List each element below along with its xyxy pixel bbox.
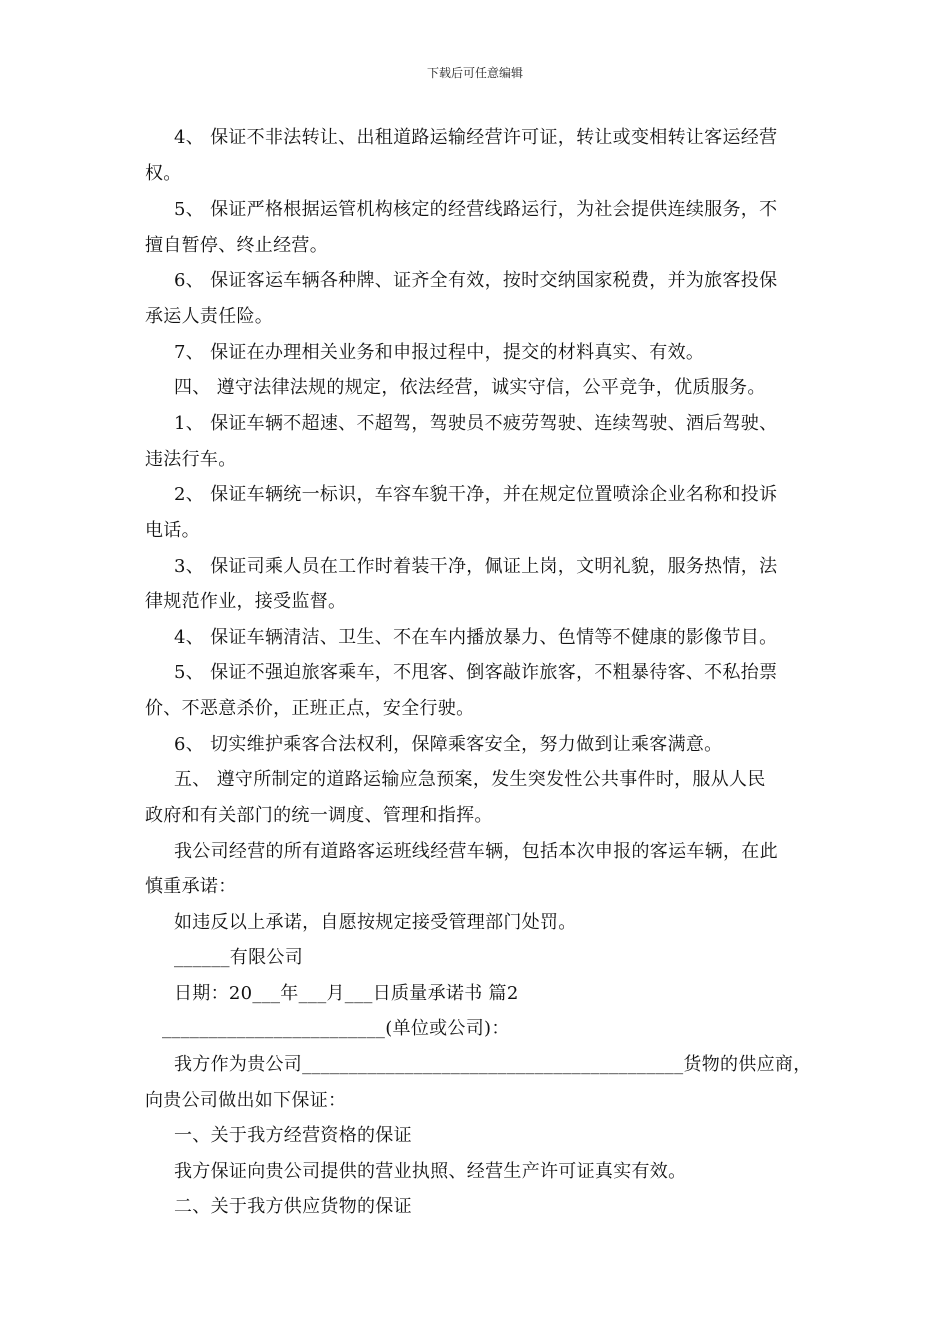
section-heading: 一、关于我方经营资格的保证 <box>174 1125 412 1146</box>
paragraph-line: 电话。 <box>145 520 200 541</box>
paragraph-line: 向贵公司做出如下保证： <box>145 1090 347 1111</box>
addressee-line: ________________________(单位或公司)： <box>162 1018 510 1039</box>
company-signature-line: ______有限公司 <box>174 947 303 968</box>
paragraph-line: 1、 保证车辆不超速、不超驾，驾驶员不疲劳驾驶、连续驾驶、酒后驾驶、 <box>174 413 778 434</box>
paragraph-line: 6、 切实维护乘客合法权利，保障乘客安全，努力做到让乘客满意。 <box>174 734 723 755</box>
paragraph-line: 价、不恶意杀价，正班正点，安全行驶。 <box>145 698 475 719</box>
paragraph-line: 5、 保证不强迫旅客乘车，不甩客、倒客敲诈旅客，不粗暴待客、不私抬票 <box>174 662 778 683</box>
paragraph-line: 我方保证向贵公司提供的营业执照、经营生产许可证真实有效。 <box>174 1161 687 1182</box>
paragraph-line: 3、 保证司乘人员在工作时着装干净，佩证上岗，文明礼貌，服务热情，法 <box>174 556 778 577</box>
paragraph-line: 律规范作业，接受监督。 <box>145 591 347 612</box>
paragraph-line: 违法行车。 <box>145 449 237 470</box>
paragraph-line: 承运人责任险。 <box>145 306 274 327</box>
paragraph-line: 权。 <box>145 163 182 184</box>
paragraph-line: 我方作为贵公司_________________________________________货物的供应商， <box>174 1054 812 1075</box>
date-title-line: 日期：20___年___月___日质量承诺书 篇2 <box>174 983 519 1004</box>
paragraph-line: 五、 遵守所制定的道路运输应急预案，发生突发性公共事件时，服从人民 <box>174 769 766 790</box>
paragraph-line: 我公司经营的所有道路客运班线经营车辆，包括本次申报的客运车辆，在此 <box>174 841 778 862</box>
page-header-note: 下载后可任意编辑 <box>426 66 523 80</box>
paragraph-line: 四、 遵守法律法规的规定，依法经营，诚实守信，公平竞争，优质服务。 <box>174 377 766 398</box>
paragraph-line: 4、 保证不非法转让、出租道路运输经营许可证，转让或变相转让客运经营 <box>174 127 778 148</box>
paragraph-line: 6、 保证客运车辆各种牌、证齐全有效，按时交纳国家税费，并为旅客投保 <box>174 270 778 291</box>
paragraph-line: 7、 保证在办理相关业务和申报过程中，提交的材料真实、有效。 <box>174 342 705 363</box>
paragraph-line: 政府和有关部门的统一调度、管理和指挥。 <box>145 805 493 826</box>
paragraph-line: 如违反以上承诺，自愿按规定接受管理部门处罚。 <box>174 912 577 933</box>
paragraph-line: 5、 保证严格根据运管机构核定的经营线路运行，为社会提供连续服务，不 <box>174 199 778 220</box>
paragraph-line: 慎重承诺： <box>145 876 237 897</box>
section-heading: 二、关于我方供应货物的保证 <box>174 1196 412 1217</box>
paragraph-line: 擅自暂停、终止经营。 <box>145 235 328 256</box>
paragraph-line: 2、 保证车辆统一标识，车容车貌干净，并在规定位置喷涂企业名称和投诉 <box>174 484 778 505</box>
paragraph-line: 4、 保证车辆清洁、卫生、不在车内播放暴力、色情等不健康的影像节目。 <box>174 627 778 648</box>
